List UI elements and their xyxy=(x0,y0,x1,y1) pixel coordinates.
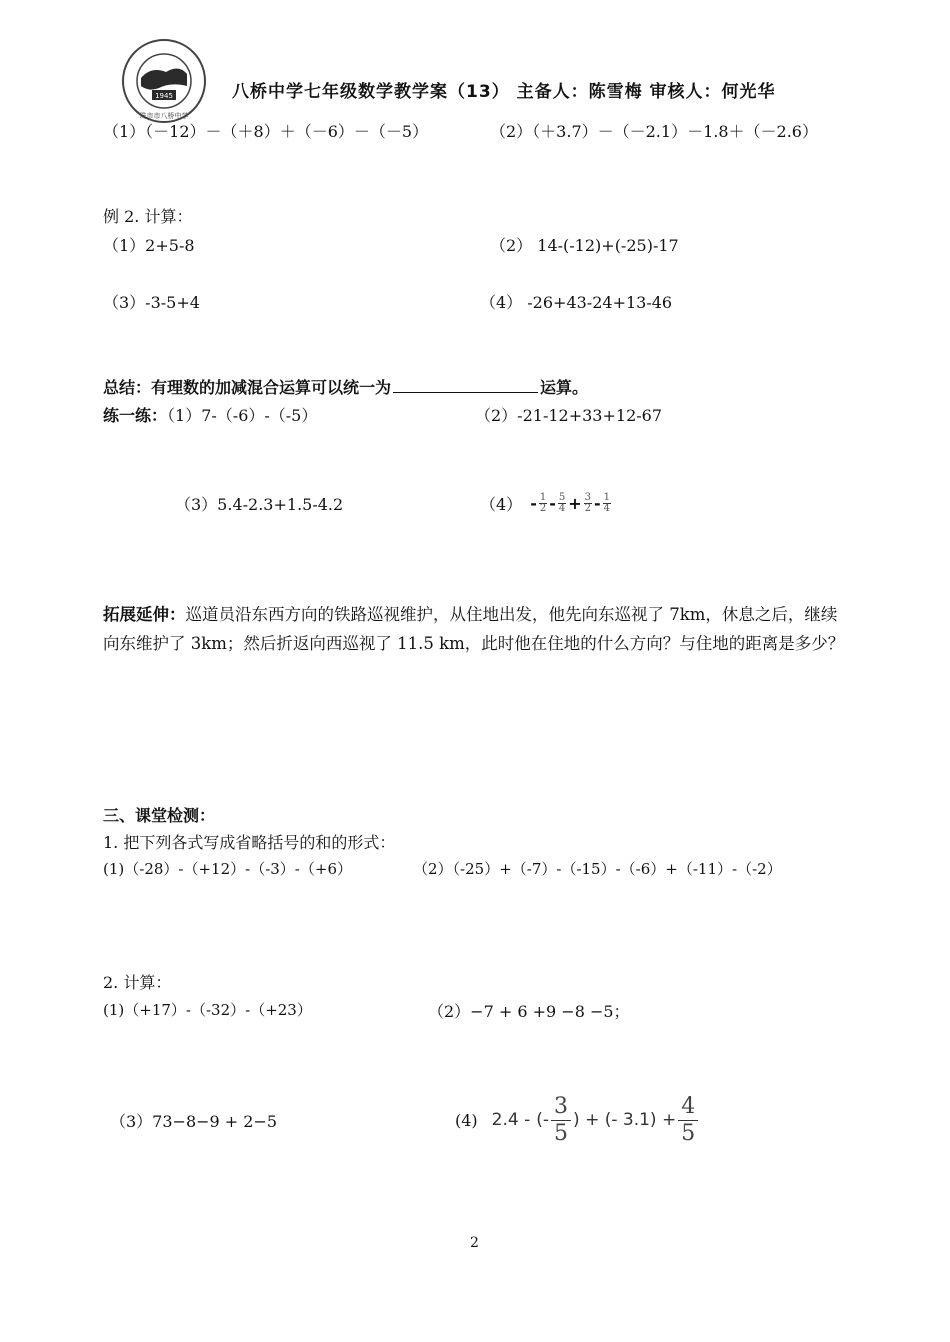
fraction-denominator: 5 xyxy=(554,1120,569,1146)
fraction-numerator: 5 xyxy=(558,492,566,503)
fraction-denominator: 4 xyxy=(558,503,566,514)
practice-line1 xyxy=(103,403,317,426)
summary-text: 有理数的加减混合运算可以统一为 xyxy=(151,378,392,397)
task2-heading: 2. 计算： xyxy=(103,973,172,992)
example2-q1: （1）2+5-8 xyxy=(103,236,195,255)
school-logo xyxy=(121,38,207,124)
summary-label: 总结： xyxy=(103,378,152,397)
practice-q4-prefix: （4） xyxy=(480,495,523,514)
summary-blank xyxy=(393,376,538,393)
fraction-numerator: 1 xyxy=(603,492,611,503)
summary-text-end: 运算。 xyxy=(540,378,589,397)
example2-q2: （2） 14-(-12)+(-25)-17 xyxy=(490,236,679,255)
practice-q4-expression xyxy=(530,493,613,514)
school-seal-icon xyxy=(121,38,207,124)
page-header-title: 八桥中学七年级数学教学案（13） 主备人：陈雪梅 审核人：何光华 xyxy=(232,82,776,102)
example2-heading: 例 2. 计算： xyxy=(103,207,193,226)
term-sign: + xyxy=(568,494,582,513)
example2-q3: （3）-3-5+4 xyxy=(103,293,200,312)
task1-heading: 1. 把下列各式写成省略括号的和的形式： xyxy=(103,833,396,852)
practice-q4 xyxy=(480,492,613,515)
task1-q2: （2）（-25）+（-7）-（-15）-（-6）+（-11）-（-2） xyxy=(413,860,782,878)
task2-q4 xyxy=(455,1092,700,1148)
fraction xyxy=(539,493,547,514)
extension-text: 巡道员沿东西方向的铁路巡视维护，从住地出发，他先向东巡视了 7km，休息之后，继续向东维护了 3km；然后折返向西巡视了 11.5 km，此时他在住地的什么方向？与住地的距离是多少？ xyxy=(103,605,845,653)
extension-paragraph xyxy=(103,600,851,658)
term-sign: - xyxy=(594,494,601,513)
fraction xyxy=(678,1093,698,1146)
practice-q2: （2）-21-12+33+12-67 xyxy=(475,406,663,425)
term-sign: - xyxy=(530,494,537,513)
fraction-numerator: 1 xyxy=(539,492,547,503)
fraction xyxy=(551,1093,571,1146)
page-number: 2 xyxy=(470,1235,479,1251)
task2-q4-prefix: (4) xyxy=(455,1110,478,1130)
exercise-q2: （2）（＋3.7）－（－2.1）－1.8＋（－2.6） xyxy=(490,122,818,141)
extension-label: 拓展延伸： xyxy=(103,605,186,624)
fraction-numerator: 3 xyxy=(584,492,591,503)
fraction-denominator: 2 xyxy=(539,503,547,514)
exercise-q1: （1）（－12）－（＋8）＋（－6）－（－5） xyxy=(103,122,429,141)
fraction-numerator: 4 xyxy=(678,1096,698,1121)
practice-q1: （1）7-（-6）-（-5） xyxy=(167,406,318,425)
task2-q4-term-a: 2.4 - xyxy=(491,1110,531,1130)
fraction xyxy=(603,493,611,514)
task1-q1: (1)（-28）-（+12）-（-3）-（+6） xyxy=(103,860,352,878)
task2-q4-middle: ) + (- 3.1) + xyxy=(573,1110,677,1130)
task2-q4-paren-open: (- xyxy=(536,1110,550,1130)
section3-heading: 三、课堂检测： xyxy=(103,806,216,825)
svg-text:1945: 1945 xyxy=(155,92,173,100)
example2-q4: （4） -26+43-24+13-46 xyxy=(480,293,673,312)
term-sign: - xyxy=(549,494,556,513)
fraction xyxy=(584,493,592,514)
fraction-denominator: 4 xyxy=(603,503,611,514)
task2-q2: （2）−7 + 6 +9 −8 −5； xyxy=(428,1002,630,1021)
practice-q3: （3）5.4-2.3+1.5-4.2 xyxy=(175,495,344,514)
practice-label: 练一练： xyxy=(103,406,168,425)
fraction xyxy=(558,493,566,514)
fraction-denominator: 2 xyxy=(584,503,591,514)
fraction-numerator: 3 xyxy=(551,1096,571,1121)
svg-text:珠市市八桥中学: 珠市市八桥中学 xyxy=(139,112,189,120)
task2-q3: （3）73−8−9 + 2−5 xyxy=(110,1112,278,1131)
fraction-denominator: 5 xyxy=(681,1120,696,1146)
task2-q1: (1)（+17）-（-32）-（+23） xyxy=(103,1001,312,1019)
summary-line xyxy=(103,375,588,398)
